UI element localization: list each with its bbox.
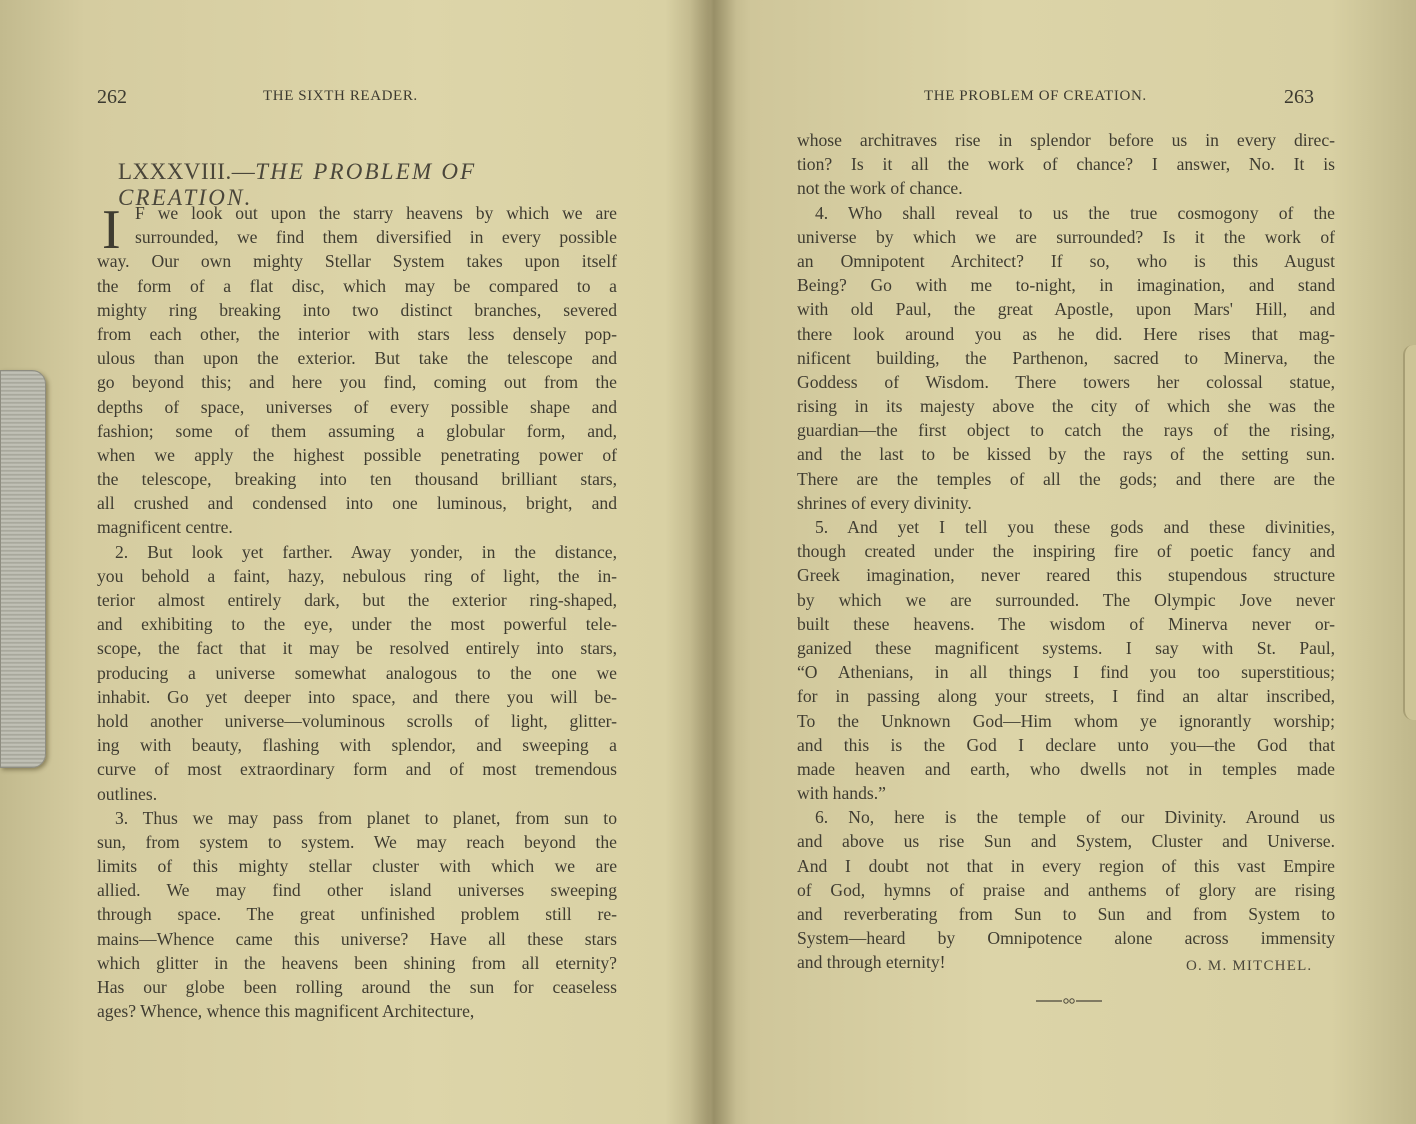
text-line: the telescope, breaking into ten thousand brilliant stars,: [97, 469, 617, 490]
text-line: limits of this mighty stellar cluster with which we are: [97, 856, 617, 877]
text-line: mighty ring breaking into two distinct branches, severed: [97, 299, 617, 320]
text-line: outlines.: [97, 783, 158, 804]
text-line: from each other, the interior with stars less densely pop-: [97, 323, 617, 344]
text-line: System—heard by Omnipotence alone across immensity: [797, 928, 1335, 949]
text-line: surrounded, we find them diversified in every possible: [135, 227, 617, 248]
text-line: and through eternity!: [797, 952, 946, 973]
text-line: Has our globe been rolling around the sun for ceaseless: [97, 977, 617, 997]
page-number-right: 263: [1284, 86, 1314, 108]
text-line: scope, the fact that it may be resolved entirely into stars,: [97, 638, 617, 659]
text-line: rising in its majesty above the city of which she was the: [797, 396, 1335, 417]
text-line: made heaven and earth, who dwells not in temples made: [797, 758, 1335, 779]
text-line: go beyond this; and here you find, coming out from the: [97, 372, 617, 393]
text-line: tion? Is it all the work of chance? I answer, No. It is: [797, 154, 1335, 175]
text-line: way. Our own mighty Stellar System takes upon itself: [97, 251, 617, 272]
text-line: the form of a flat disc, which may be compared to a: [97, 275, 617, 296]
text-line: you behold a faint, hazy, nebulous ring of light, the in-: [97, 565, 617, 586]
text-line: an Omnipotent Architect? If so, who is this August: [797, 250, 1335, 271]
text-line: when we apply the highest possible penetrating power of: [97, 444, 617, 465]
text-line: all crushed and condensed into one luminous, bright, and: [97, 493, 617, 514]
text-line: curve of most extraordinary form and of most tremendous: [97, 759, 617, 780]
right-text-column: [797, 128, 1335, 975]
lesson-title: LXXXVIII.—THE PROBLEM OF CREATION.: [118, 159, 477, 210]
text-line: and the last to be kissed by the rays of the setting sun.: [797, 444, 1335, 465]
author-signature: O. M. MITCHEL.: [1186, 958, 1313, 974]
text-line: 3. Thus we may pass from planet to planet, from sun to: [115, 807, 617, 828]
running-head-right: THE PROBLEM OF CREATION.: [924, 88, 1147, 104]
text-line: 5. And yet I tell you these gods and these divinities,: [815, 517, 1335, 537]
text-line: and this is the God I declare unto you—the God that: [797, 734, 1335, 755]
lesson-number: LXXXVIII.: [118, 159, 232, 184]
text-line: F we look out upon the starry heavens by which we are: [135, 203, 617, 223]
text-line: and reverberating from Sun to Sun and from System to: [797, 904, 1335, 924]
text-line: 6. No, here is the temple of our Divinity. Around us: [815, 807, 1335, 828]
text-line: not the work of chance.: [797, 178, 963, 199]
text-line: inhabit. Go yet deeper into space, and there you will be-: [97, 686, 617, 707]
text-line: To the Unknown God—Him whom ye ignorantly worship;: [797, 710, 1335, 731]
text-line: and above us rise Sun and System, Cluster and Universe.: [797, 831, 1335, 852]
text-line: ages? Whence, whence this magnificent Architecture,: [97, 1001, 475, 1022]
text-line: shrines of every divinity.: [797, 492, 972, 513]
text-line: which glitter in the heavens been shining from all eternity?: [97, 952, 617, 973]
text-line: terior almost entirely dark, but the exterior ring-shaped,: [97, 590, 617, 610]
text-line: And I doubt not that in every region of this vast Empire: [797, 855, 1335, 876]
text-line: There are the temples of all the gods; and there are the: [797, 468, 1335, 489]
left-page: [0, 0, 700, 1124]
text-line: Being? Go with me to-night, in imagination, and stand: [797, 275, 1335, 296]
page-number-left: 262: [97, 86, 127, 108]
text-line: guardian—the first object to catch the rays of the rising,: [797, 420, 1335, 441]
text-line: Greek imagination, never reared this stupendous structure: [797, 565, 1335, 586]
text-line: whose architraves rise in splendor before us in every direc-: [797, 130, 1335, 150]
text-line: through space. The great unfinished problem still re-: [97, 904, 617, 925]
text-line: ing with beauty, flashing with splendor, and sweeping a: [97, 735, 617, 756]
running-head-left: THE SIXTH READER.: [263, 88, 418, 104]
text-line: with hands.”: [797, 783, 886, 804]
text-line: hold another universe—voluminous scrolls of light, glitter-: [97, 710, 617, 731]
lesson-title-text: THE PROBLEM OF CREATION.: [118, 159, 477, 210]
end-ornament: [1036, 996, 1102, 1006]
text-line: of God, hymns of praise and anthems of glory are rising: [797, 879, 1335, 900]
text-line: producing a universe somewhat analogous to the one we: [97, 662, 617, 683]
text-line: 2. But look yet farther. Away yonder, in the distance,: [115, 541, 617, 562]
text-line: depths of space, universes of every possible shape and: [97, 396, 617, 417]
text-line: ulous than upon the exterior. But take the telescope and: [97, 348, 617, 369]
text-line: with old Paul, the great Apostle, upon Mars' Hill, and: [797, 299, 1335, 320]
text-line: sun, from system to system. We may reach beyond the: [97, 831, 617, 852]
text-line: magnificent centre.: [97, 517, 233, 538]
right-page: [720, 0, 1416, 1124]
text-line: by which we are surrounded. The Olympic Jove never: [797, 589, 1335, 610]
text-line: mains—Whence came this universe? Have all these stars: [97, 928, 617, 949]
text-line: and exhibiting to the eye, under the most powerful tele-: [97, 614, 617, 635]
drop-cap: I: [102, 199, 121, 261]
text-line: allied. We may find other island universes sweeping: [97, 880, 617, 901]
text-line: universe by which we are surrounded? Is it the work of: [797, 226, 1335, 247]
text-line: “O Athenians, in all things I find you too superstitious;: [797, 662, 1335, 683]
text-line: ganized these magnificent systems. I say with St. Paul,: [797, 637, 1335, 658]
text-line: built these heavens. The wisdom of Minerva never or-: [797, 613, 1335, 634]
text-line: Goddess of Wisdom. There towers her colossal statue,: [797, 371, 1335, 392]
left-text-column: [97, 201, 617, 1023]
text-line: nificent building, the Parthenon, sacred to Minerva, the: [797, 347, 1335, 368]
text-line: fashion; some of them assuming a globular form, and,: [97, 420, 617, 441]
text-line: there look around you as he did. Here rises that mag-: [797, 323, 1335, 344]
text-line: though created under the inspiring fire of poetic fancy and: [797, 541, 1335, 562]
text-line: for in passing along your streets, I find an altar inscribed,: [797, 686, 1335, 707]
text-line: 4. Who shall reveal to us the true cosmogony of the: [815, 202, 1335, 223]
